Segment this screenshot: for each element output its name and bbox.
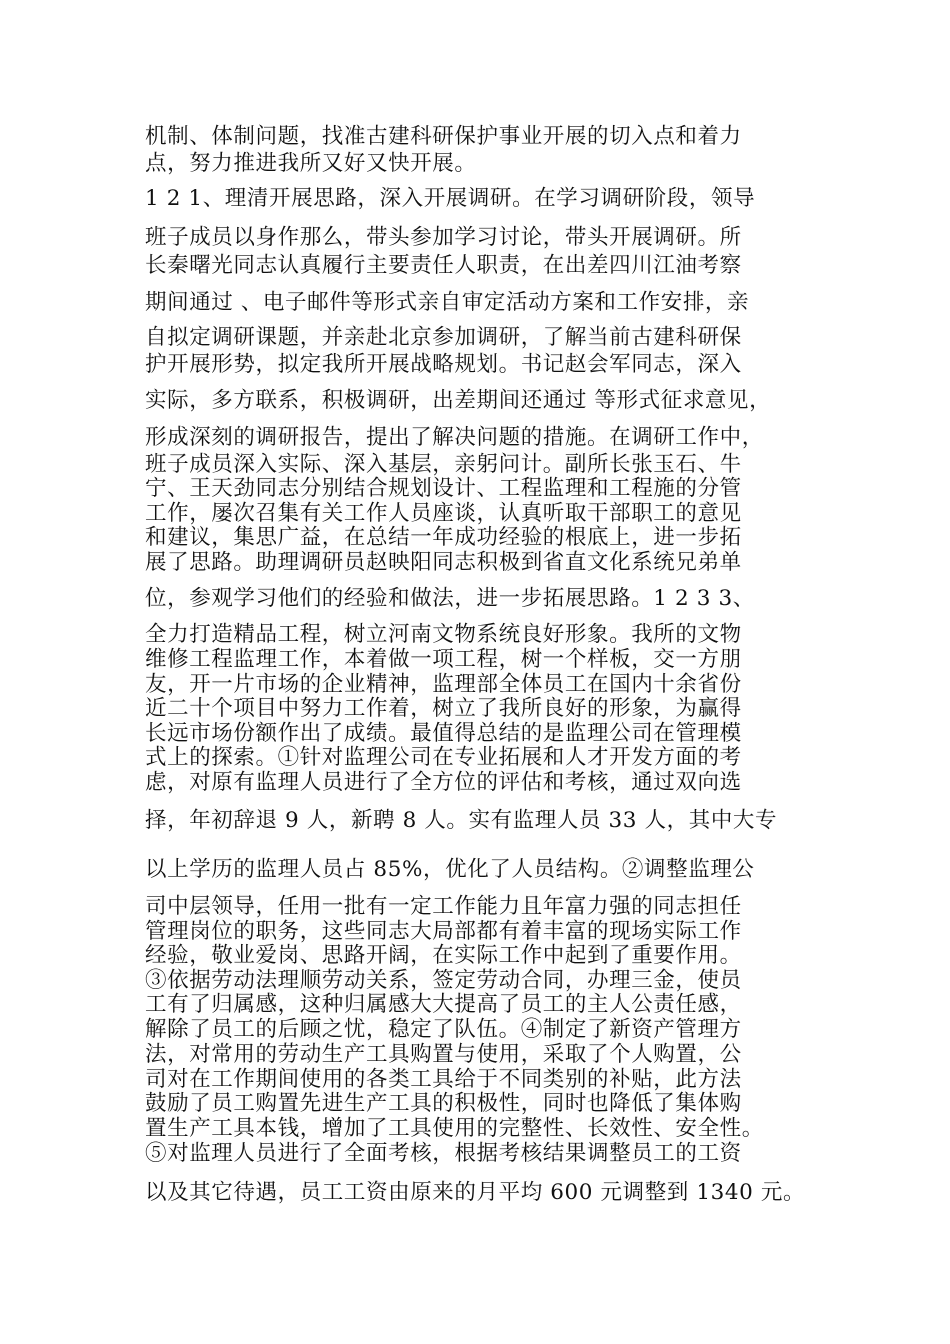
- text-line: 司对在工作期间使用的各类工具给于不同类别的补贴，此方法: [145, 1067, 742, 1092]
- text-line: 长秦曙光同志认真履行主要责任人职责，在出差四川江油考察: [145, 253, 742, 278]
- text-line: 友，开一片市场的企业精神，监理部全体员工在国内十余省份: [145, 672, 742, 697]
- text-line: 工有了归属感，这种归属感大大提高了员工的主人公责任感，: [145, 992, 742, 1017]
- text-line: 班子成员深入实际、深入基层，亲躬问计。副所长张玉石、牛: [145, 452, 742, 477]
- text-line: 司中层领导，任用一批有一定工作能力且年富力强的同志担任: [145, 894, 742, 919]
- text-line: 位，参观学习他们的经验和做法，进一步拓展思路。1 2 3 3、: [145, 586, 755, 611]
- text-line: 工作，屡次召集有关工作人员座谈，认真听取干部职工的意见: [145, 501, 742, 526]
- text-line: 宁、王天劲同志分别结合规划设计、工程监理和工程施的分管: [145, 476, 742, 501]
- text-line: 择，年初辞退 9 人，新聘 8 人。实有监理人员 33 人，其中大专: [145, 808, 778, 833]
- text-line: 形成深刻的调研报告，提出了解决问题的措施。在调研工作中，: [145, 425, 764, 450]
- text-line: 虑，对原有监理人员进行了全方位的评估和考核，通过双向选: [145, 770, 742, 795]
- text-line: 班子成员以身作那么，带头参加学习讨论，带头开展调研。所: [145, 225, 742, 250]
- text-line: 法，对常用的劳动生产工具购置与使用，采取了个人购置，公: [145, 1042, 742, 1067]
- text-line: 1 2 1、理清开展思路，深入开展调研。在学习调研阶段，领导: [145, 186, 756, 211]
- text-line: 维修工程监理工作，本着做一项工程，树一个样板，交一方朋: [145, 647, 742, 672]
- text-line: 点，努力推进我所又好又快开展。: [145, 151, 477, 176]
- text-line: 和建议，集思广益，在总结一年成功经验的根底上，进一步拓: [145, 525, 742, 550]
- text-line: 解除了员工的后顾之忧，稳定了队伍。④制定了新资产管理方: [145, 1017, 742, 1042]
- text-line: 自拟定调研课题，并亲赴北京参加调研，了解当前古建科研保: [145, 325, 742, 350]
- text-line: 近二十个项目中努力工作着，树立了我所良好的形象，为赢得: [145, 696, 742, 721]
- text-line: 式上的探索。①针对监理公司在专业拓展和人才开发方面的考: [145, 745, 742, 770]
- text-line: 经验，敬业爱岗、思路开阔，在实际工作中起到了重要作用。: [145, 943, 742, 968]
- text-line: 展了思路。助理调研员赵映阳同志积极到省直文化系统兄弟单: [145, 550, 742, 575]
- text-line: ③依据劳动法理顺劳动关系，签定劳动合同，办理三金，使员: [145, 968, 742, 993]
- text-line: 管理岗位的职务，这些同志大局部都有着丰富的现场实际工作: [145, 919, 742, 944]
- text-line: 实际，多方联系，积极调研，出差期间还通过 等形式征求意见，: [145, 388, 772, 413]
- text-line: 期间通过 、电子邮件等形式亲自审定活动方案和工作安排，亲: [145, 290, 750, 315]
- text-line: 长远市场份额作出了成绩。最值得总结的是监理公司在管理模: [145, 721, 742, 746]
- text-line: 以及其它待遇，员工工资由原来的月平均 600 元调整到 1340 元。: [145, 1180, 806, 1205]
- text-line: 全力打造精品工程，树立河南文物系统良好形象。我所的文物: [145, 622, 742, 647]
- text-line: 护开展形势，拟定我所开展战略规划。书记赵会军同志，深入: [145, 352, 742, 377]
- text-line: 机制、体制问题，找准古建科研保护事业开展的切入点和着力: [145, 124, 742, 149]
- text-line: ⑤对监理人员进行了全面考核，根据考核结果调整员工的工资: [145, 1141, 742, 1166]
- text-line: 鼓励了员工购置先进生产工具的积极性，同时也降低了集体购: [145, 1091, 742, 1116]
- text-line: 置生产工具本钱，增加了工具使用的完整性、长效性、安全性。: [145, 1116, 764, 1141]
- text-line: 以上学历的监理人员占 85%，优化了人员结构。②调整监理公: [145, 857, 755, 882]
